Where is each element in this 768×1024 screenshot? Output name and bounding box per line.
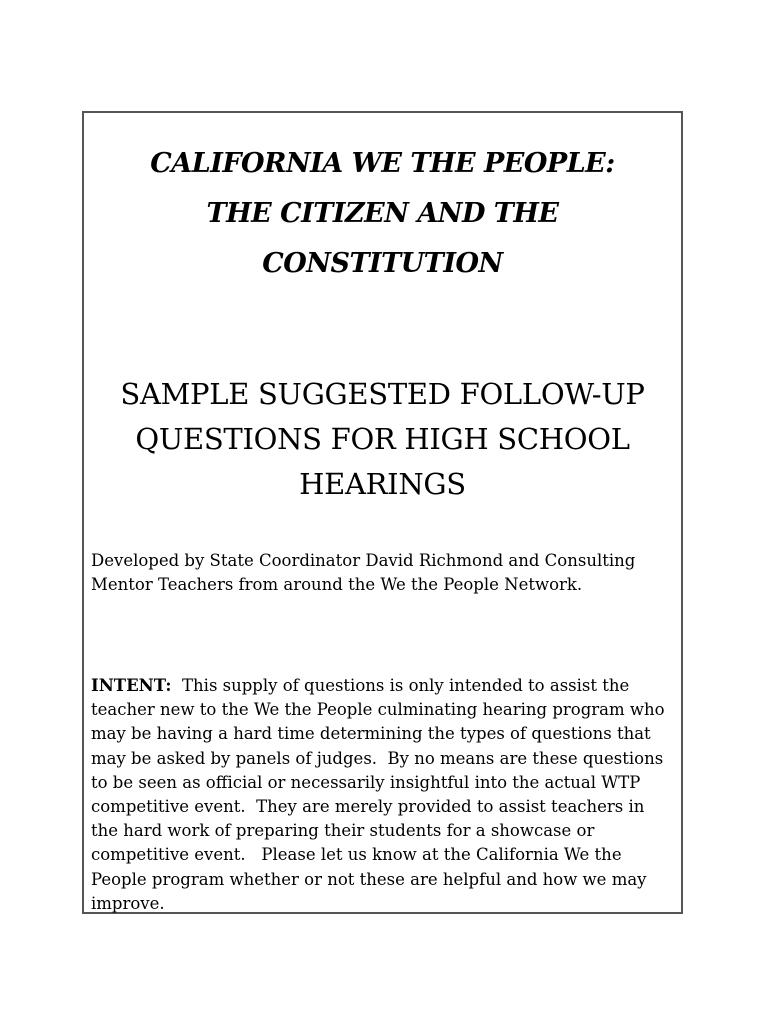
developed-line-1: Developed by State Coordinator David Richmond and Consulting (91, 551, 636, 570)
document-frame (82, 111, 683, 914)
intent-line-4: may be asked by panels of judges. By no means are these questions (91, 748, 664, 768)
title-line-2: THE CITIZEN AND THE (206, 198, 559, 229)
intent-line-8: competitive event. Please let us know at the California We the (91, 845, 622, 865)
subtitle-line-1: SAMPLE SUGGESTED FOLLOW-UP (120, 377, 645, 411)
subtitle-line-2: QUESTIONS FOR HIGH SCHOOL (135, 422, 630, 456)
intent-line-3: may be having a hard time determining the types of questions that (91, 724, 651, 744)
title-line-3: CONSTITUTION (262, 248, 503, 279)
document-title (84, 139, 681, 289)
developed-line-2: Mentor Teachers from around the We the People Network. (91, 575, 583, 594)
intent-line-1 (91, 674, 671, 698)
intent-line-6: competitive event. They are merely provided to assist teachers in (91, 797, 645, 817)
intent-paragraph (91, 674, 671, 916)
subtitle-line-3: HEARINGS (299, 467, 466, 501)
intent-line-10: improve. (91, 893, 165, 913)
developed-by-paragraph (91, 549, 671, 597)
intent-line-5: to be seen as official or necessarily insightful into the actual WTP (91, 772, 641, 792)
intent-line-7: the hard work of preparing their students for a showcase or (91, 821, 595, 841)
intent-label: INTENT: (91, 676, 172, 695)
title-line-1: CALIFORNIA WE THE PEOPLE: (150, 148, 615, 179)
document-subtitle (84, 372, 681, 507)
intent-line-9: People program whether or not these are helpful and how we may (91, 869, 647, 889)
intent-first-line-text: This supply of questions is only intended to assist the (182, 676, 630, 695)
intent-line-2: teacher new to the We the People culminating hearing program who (91, 700, 665, 720)
